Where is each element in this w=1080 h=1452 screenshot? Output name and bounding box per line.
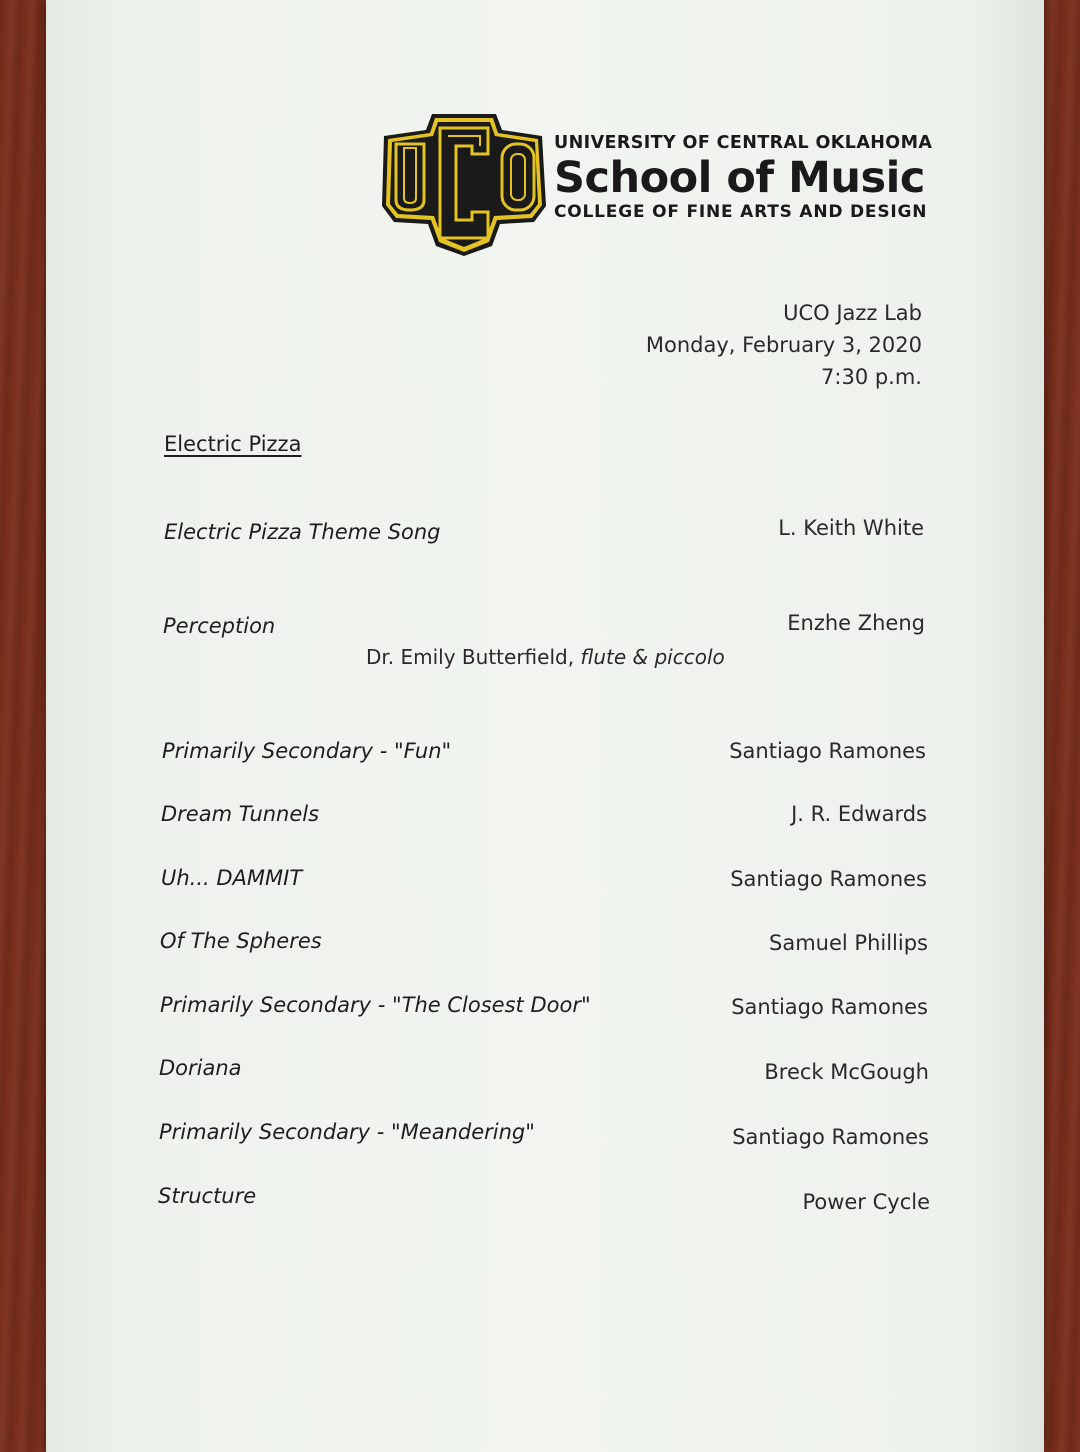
piece-composer: L. Keith White — [778, 516, 924, 540]
event-time: 7:30 p.m. — [821, 365, 922, 389]
piece-title: Primarily Secondary - "The Closest Door" — [160, 993, 591, 1017]
performer-instruments: flute & piccolo — [580, 645, 725, 669]
ensemble-heading: Electric Pizza — [164, 432, 302, 456]
program-item — [0, 993, 1080, 1027]
piece-composer: Santiago Ramones — [732, 1125, 929, 1149]
piece-title: Uh... DAMMIT — [161, 866, 303, 890]
school-logo — [380, 106, 933, 258]
program-item — [0, 802, 1080, 836]
uco-logo-mark — [380, 106, 548, 258]
piece-composer: Santiago Ramones — [729, 739, 926, 763]
piece-composer: Enzhe Zheng — [787, 611, 925, 635]
piece-composer: Santiago Ramones — [730, 867, 927, 891]
piece-title: Perception — [163, 614, 276, 638]
piece-title: Dream Tunnels — [161, 802, 320, 826]
piece-title: Primarily Secondary - "Meandering" — [159, 1120, 535, 1144]
program-item — [0, 1184, 1080, 1218]
school-name: School of Music — [554, 153, 925, 203]
program-item — [0, 516, 1080, 554]
piece-title: Doriana — [159, 1056, 242, 1080]
logo-wordmark — [554, 132, 934, 222]
program-item — [0, 739, 1080, 773]
college-name: COLLEGE OF FINE ARTS AND DESIGN — [554, 202, 928, 222]
event-date: Monday, February 3, 2020 — [645, 333, 922, 357]
event-name: UCO Jazz Lab — [783, 301, 922, 325]
program-item — [0, 1056, 1080, 1090]
featured-performer — [366, 645, 725, 669]
piece-composer: Santiago Ramones — [731, 995, 928, 1019]
piece-composer: Breck McGough — [764, 1060, 929, 1084]
program-item — [0, 1120, 1080, 1154]
university-name: UNIVERSITY OF CENTRAL OKLAHOMA — [554, 133, 933, 153]
program-item — [0, 929, 1080, 963]
event-info — [646, 297, 922, 393]
program-item — [0, 866, 1080, 900]
piece-composer: Samuel Phillips — [769, 931, 928, 955]
piece-composer: Power Cycle — [802, 1190, 930, 1214]
piece-title: Of The Spheres — [160, 929, 322, 953]
piece-title: Structure — [158, 1184, 257, 1208]
program-item — [0, 611, 1080, 648]
performer-name: Dr. Emily Butterfield, — [366, 645, 575, 669]
piece-title: Primarily Secondary - "Fun" — [162, 739, 452, 763]
piece-composer: J. R. Edwards — [791, 802, 927, 826]
piece-title: Electric Pizza Theme Song — [164, 520, 441, 544]
